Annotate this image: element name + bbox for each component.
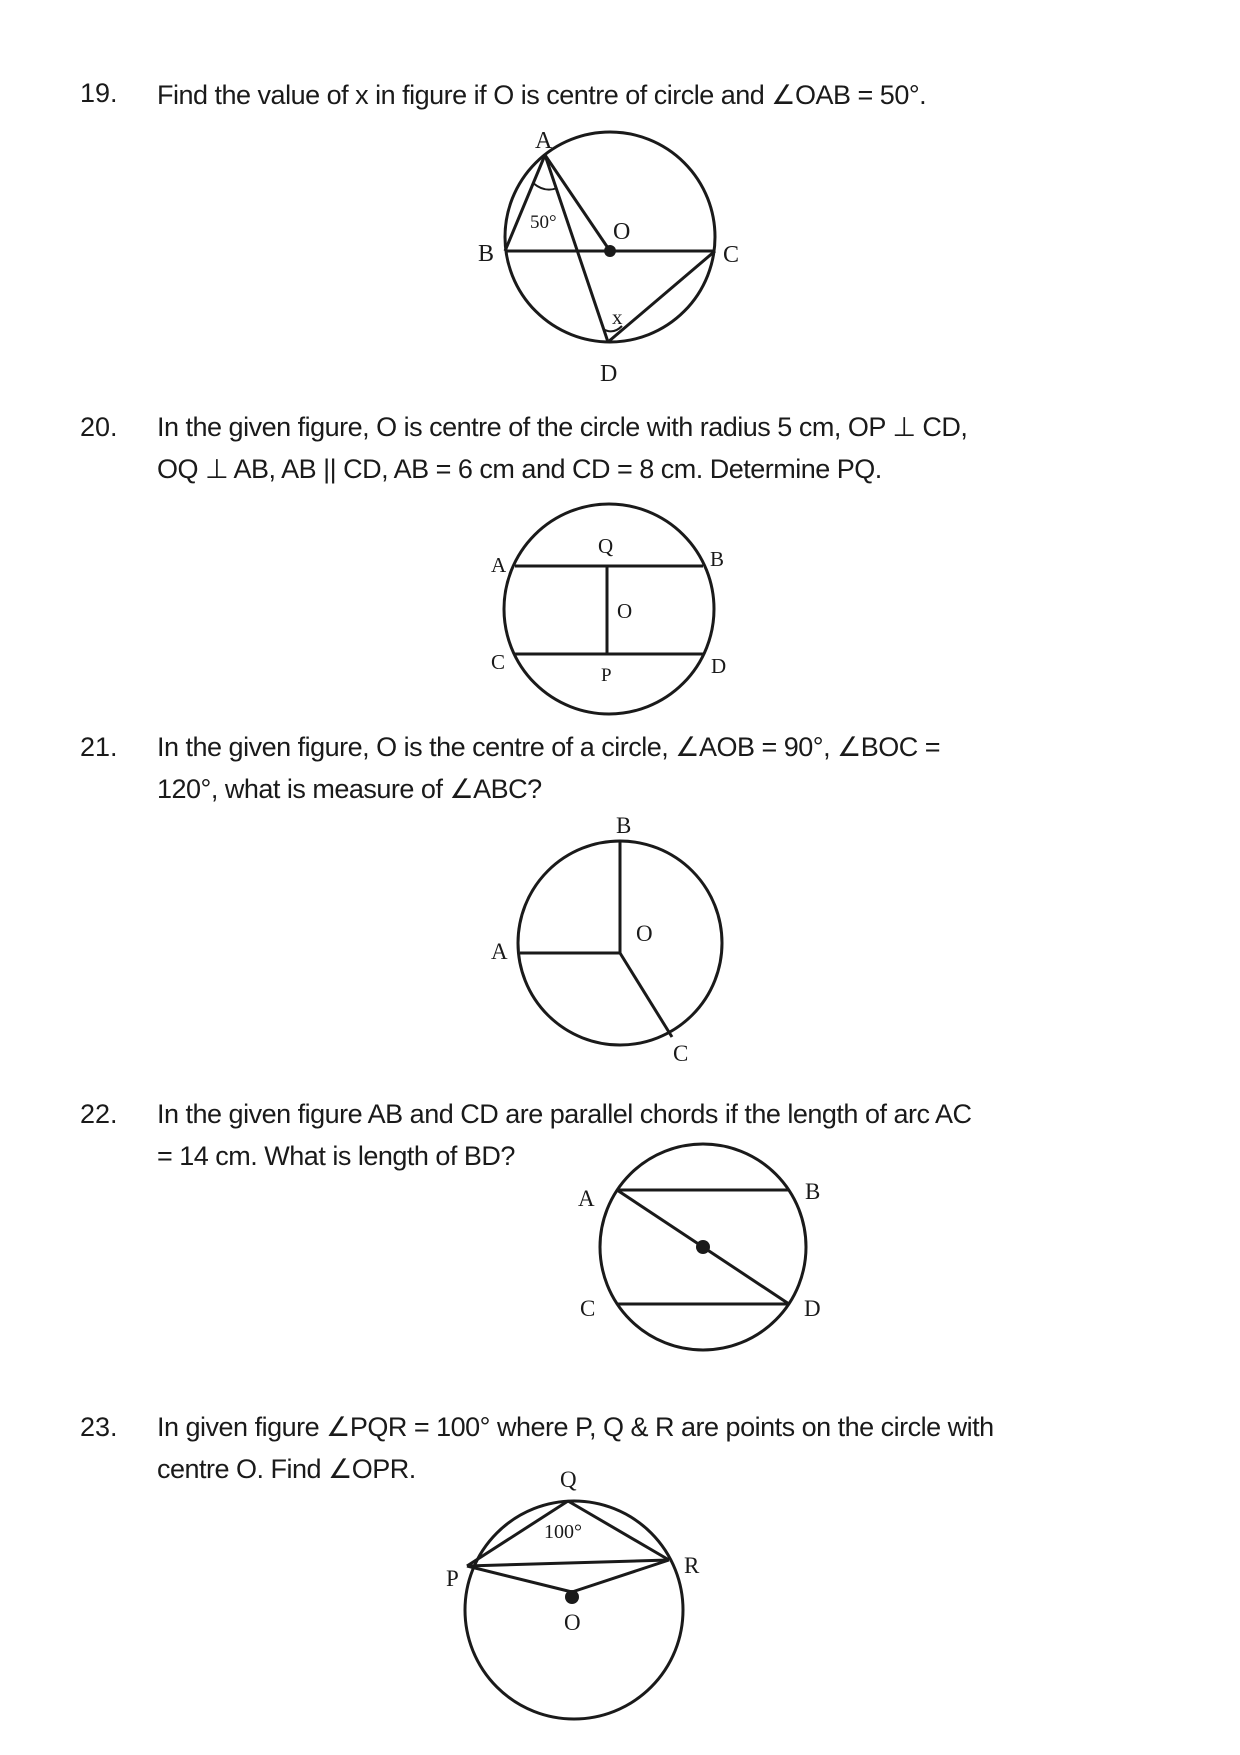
question-text [157,1093,1147,1177]
question-line: In given figure ∠PQR = 100° where P, Q & R are points on the circle with [157,1412,994,1442]
question-line: centre O. Find ∠OPR. [157,1454,416,1484]
segment-ao [545,155,610,251]
label-r: R [684,1553,700,1578]
label-c: C [673,1041,689,1066]
label-o: O [564,1610,581,1635]
label-c: C [491,650,506,674]
circle [505,132,715,342]
angle-label: 100° [544,1521,582,1543]
label-o: O [617,599,633,623]
label-q: Q [598,534,614,558]
question-line: 120°, what is measure of ∠ABC? [157,774,542,804]
question-line: In the given figure AB and CD are parallel chords if the length of arc AC [157,1099,972,1129]
question-text [157,406,1147,490]
figure-20 [491,504,726,714]
label-o: O [636,921,653,946]
angle-label: 50° [530,212,557,233]
label-a: A [535,128,553,154]
label-c: C [580,1296,596,1321]
figure-23 [446,1467,700,1719]
label-b: B [710,547,725,571]
figure-21 [491,813,722,1066]
question-line: In the given figure, O is the centre of a circle, ∠AOB = 90°, ∠BOC = [157,732,941,762]
chord-pr [467,1560,669,1566]
label-a: A [491,939,508,964]
question-number: 23. [80,1412,118,1442]
question-number: 22. [80,1099,118,1129]
question-line: Find the value of x in figure if O is centre of circle and ∠OAB = 50°. [157,80,927,110]
chord-ad [545,155,608,342]
label-a: A [491,553,507,577]
label-o: O [613,219,631,245]
centre-point [696,1240,710,1254]
question-line: OQ ⊥ AB, AB || CD, AB = 6 cm and CD = 8 cm. Determine PQ. [157,454,882,484]
label-p: P [446,1566,459,1591]
label-p: P [601,665,612,686]
label-x: x [612,305,623,329]
label-d: D [804,1296,821,1321]
radius-oc [620,953,672,1037]
question-line: = 14 cm. What is length of BD? [157,1141,515,1171]
figure-19 [478,128,739,387]
label-b: B [616,813,632,838]
question-number: 19. [80,78,118,108]
label-d: D [600,361,618,387]
segment-po [467,1566,572,1592]
question-number: 20. [80,412,118,442]
question-text [157,1406,1147,1490]
question-number: 21. [80,732,118,762]
label-b: B [478,241,495,267]
centre-point [565,1590,579,1604]
label-c: C [723,242,740,268]
question-text [157,726,1147,810]
segment-ro [572,1560,669,1592]
label-d: D [711,654,727,678]
centre-point [604,245,616,257]
label-q: Q [560,1467,577,1492]
question-line: In the given figure, O is centre of the circle with radius 5 cm, OP ⊥ CD, [157,412,968,442]
label-a: A [578,1186,595,1211]
label-b: B [805,1179,821,1204]
